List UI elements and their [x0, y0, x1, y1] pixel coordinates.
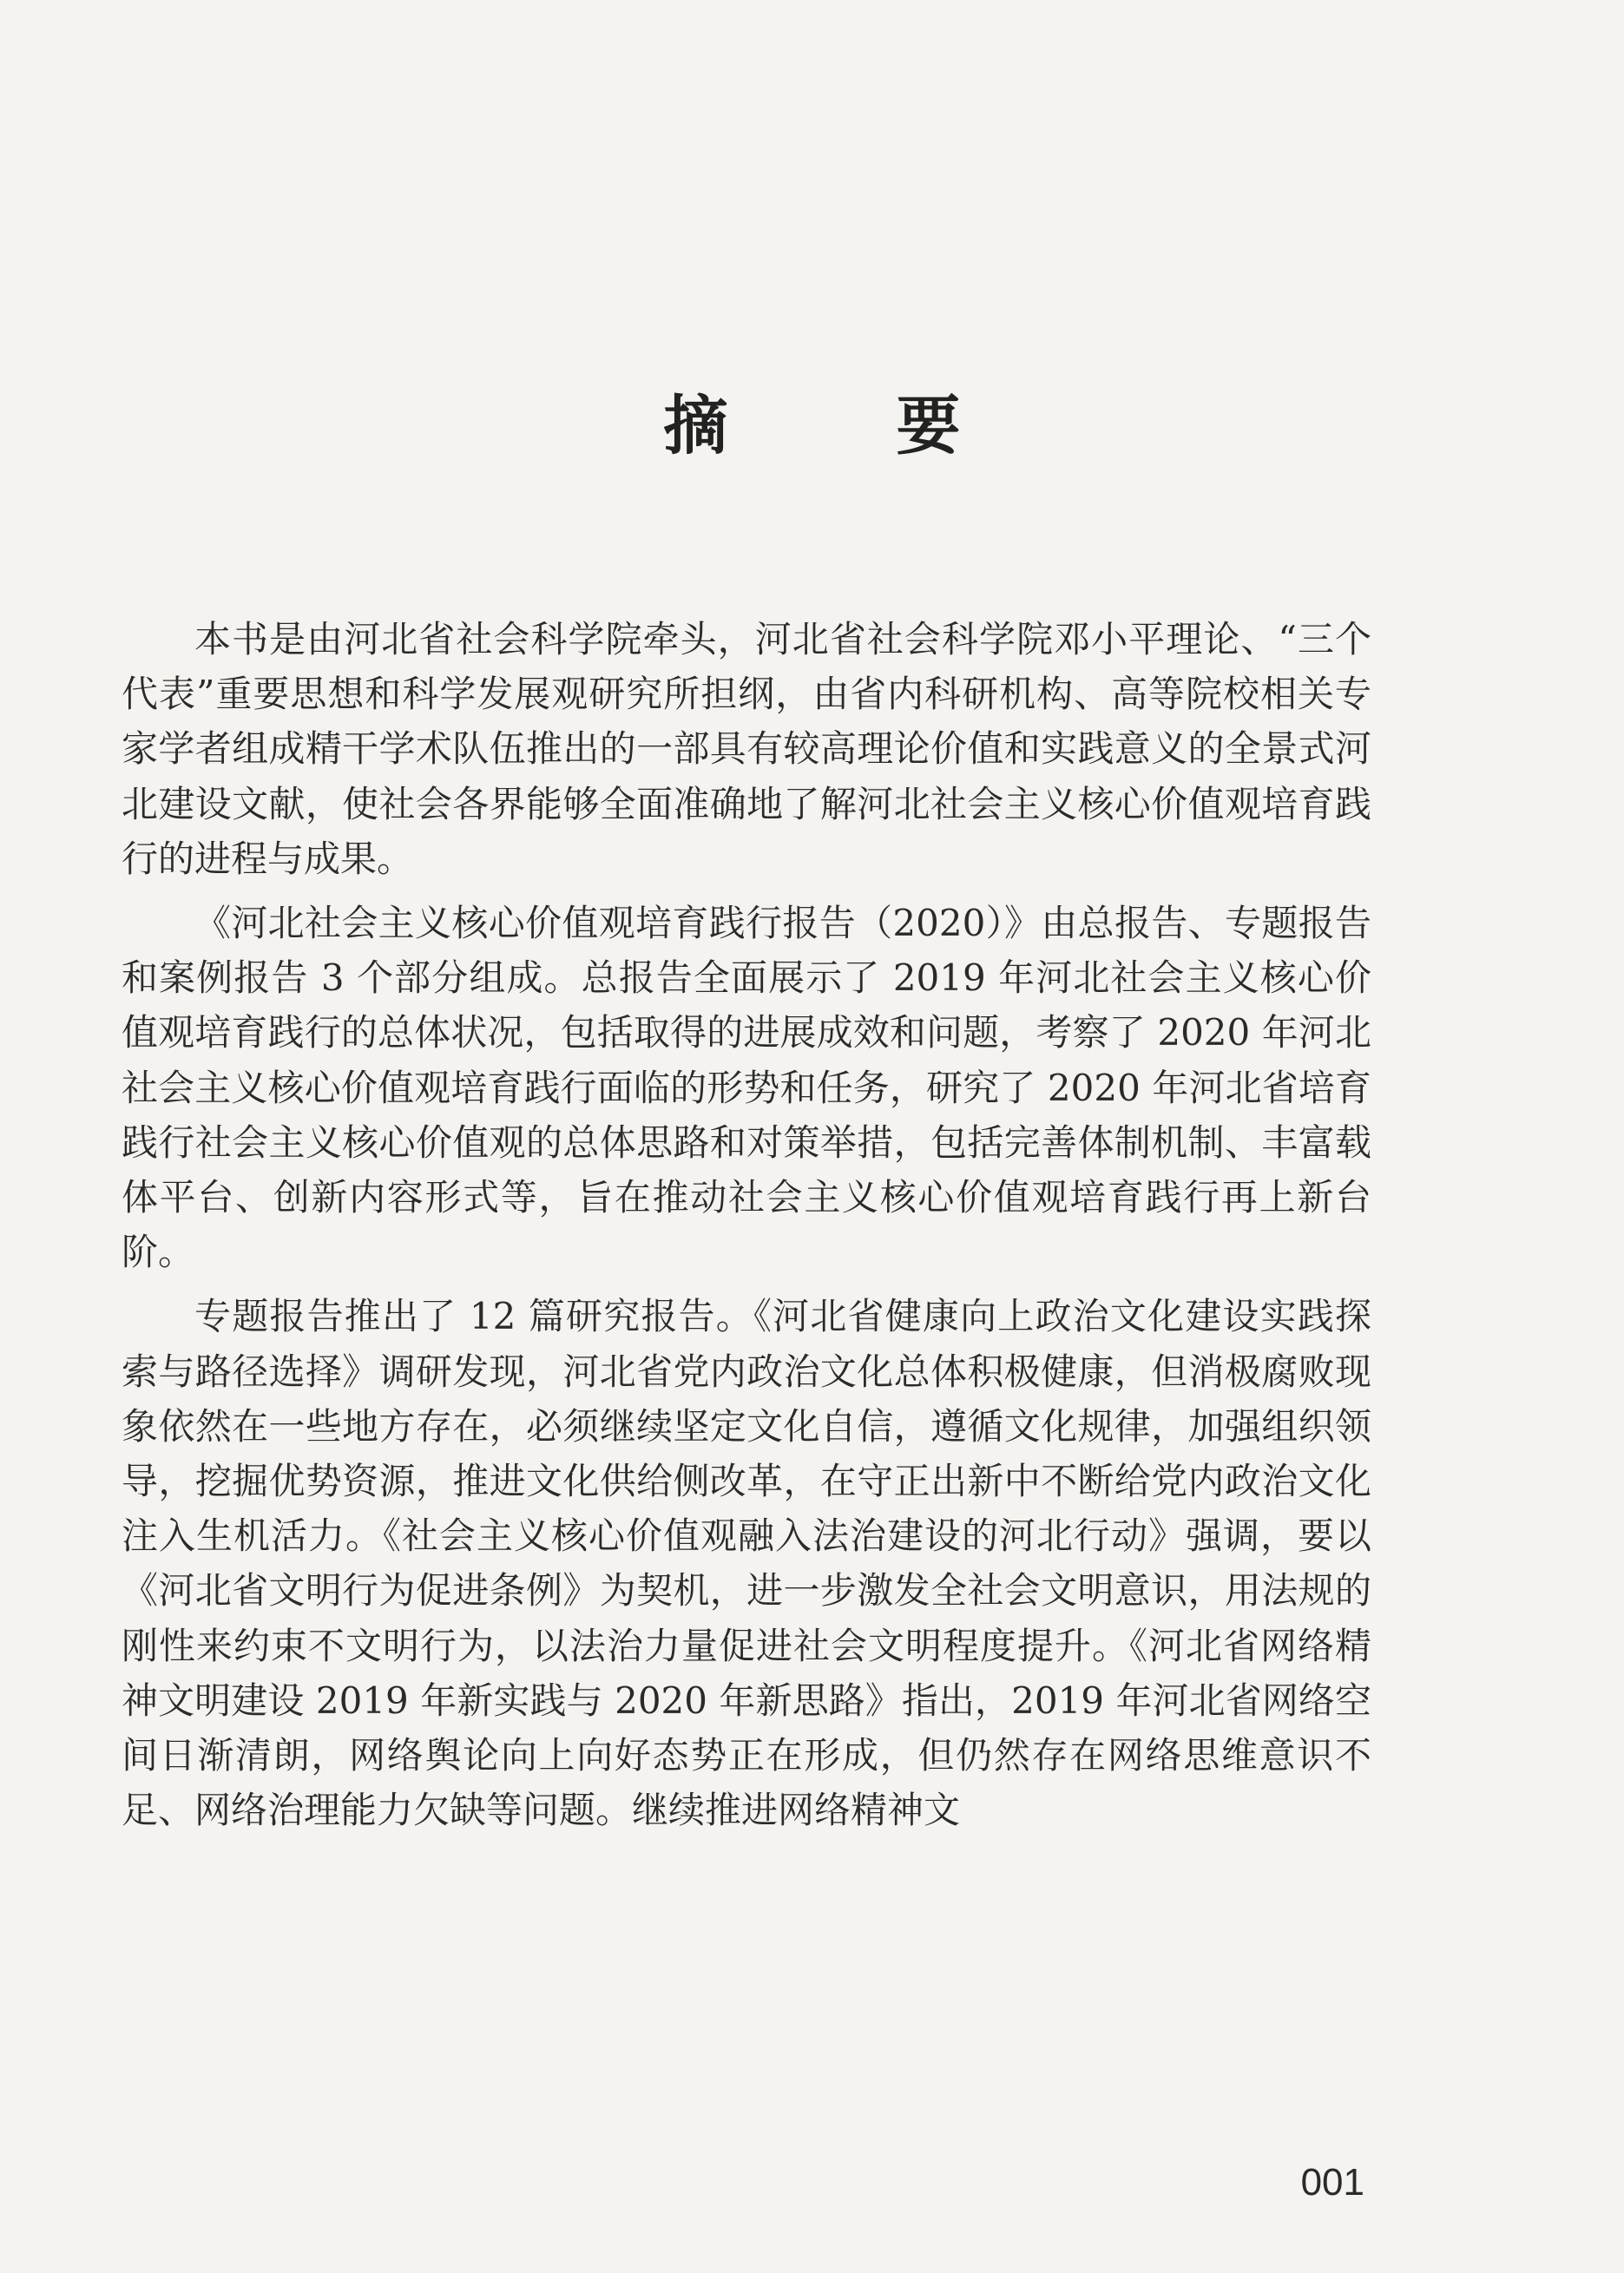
page-number: 001	[1300, 2161, 1364, 2204]
page-title: 摘 要	[663, 389, 1013, 463]
paragraph: 本书是由河北省社会科学院牵头，河北省社会科学院邓小平理论、“三个代表”重要思想和科学发展观研究所担纲，由省内科研机构、高等院校相关专家学者组成精干学术队伍推出的一部具有较高理论价值和实践意义的全景式河北建设文献，使社会各界能够全面准确地了解河北社会主义核心价值观培育践行的进程与成果。	[122, 618, 1371, 880]
paragraph: 专题报告推出了 12 篇研究报告。《河北省健康向上政治文化建设实践探索与路径选择》调研发现，河北省党内政治文化总体积极健康，但消极腐败现象依然在一些地方存在，必须继续坚定文化自信，遵循文化规律，加强组织领导，挖掘优势资源，推进文化供给侧改革，在守正出新中不断给党内政治文化注入生机活力。《社会主义核心价值观融入法治建设的河北行动》强调，要以《河北省文明行为促进条例》为契机，进一步激发全社会文明意识，用法规的刚性来约束不文明行为，以法治力量促进社会文明程度提升。《河北省网络精神文明建设 2019 年新实践与 2020 年新思路》指出，2019 年河北省网络空间日渐清朗，网络舆论向上向好态势正在形成，但仍然存在网络思维意识不足、网络治理能力欠缺等问题。继续推进网络精神文	[122, 1295, 1371, 1832]
abstract-body	[122, 612, 1371, 1847]
paragraph: 《河北社会主义核心价值观培育践行报告（2020）》由总报告、专题报告和案例报告 3 个部分组成。总报告全面展示了 2019 年河北社会主义核心价值观培育践行的总体状况，包括取得的进展成效和问题，考察了 2020 年河北社会主义核心价值观培育践行面临的形势和任务，研究了 2020 年河北省培育践行社会主义核心价值观的总体思路和对策举措，包括完善体制机制、丰富载体平台、创新内容形式等，旨在推动社会主义核心价值观培育践行再上新台阶。	[122, 902, 1371, 1274]
